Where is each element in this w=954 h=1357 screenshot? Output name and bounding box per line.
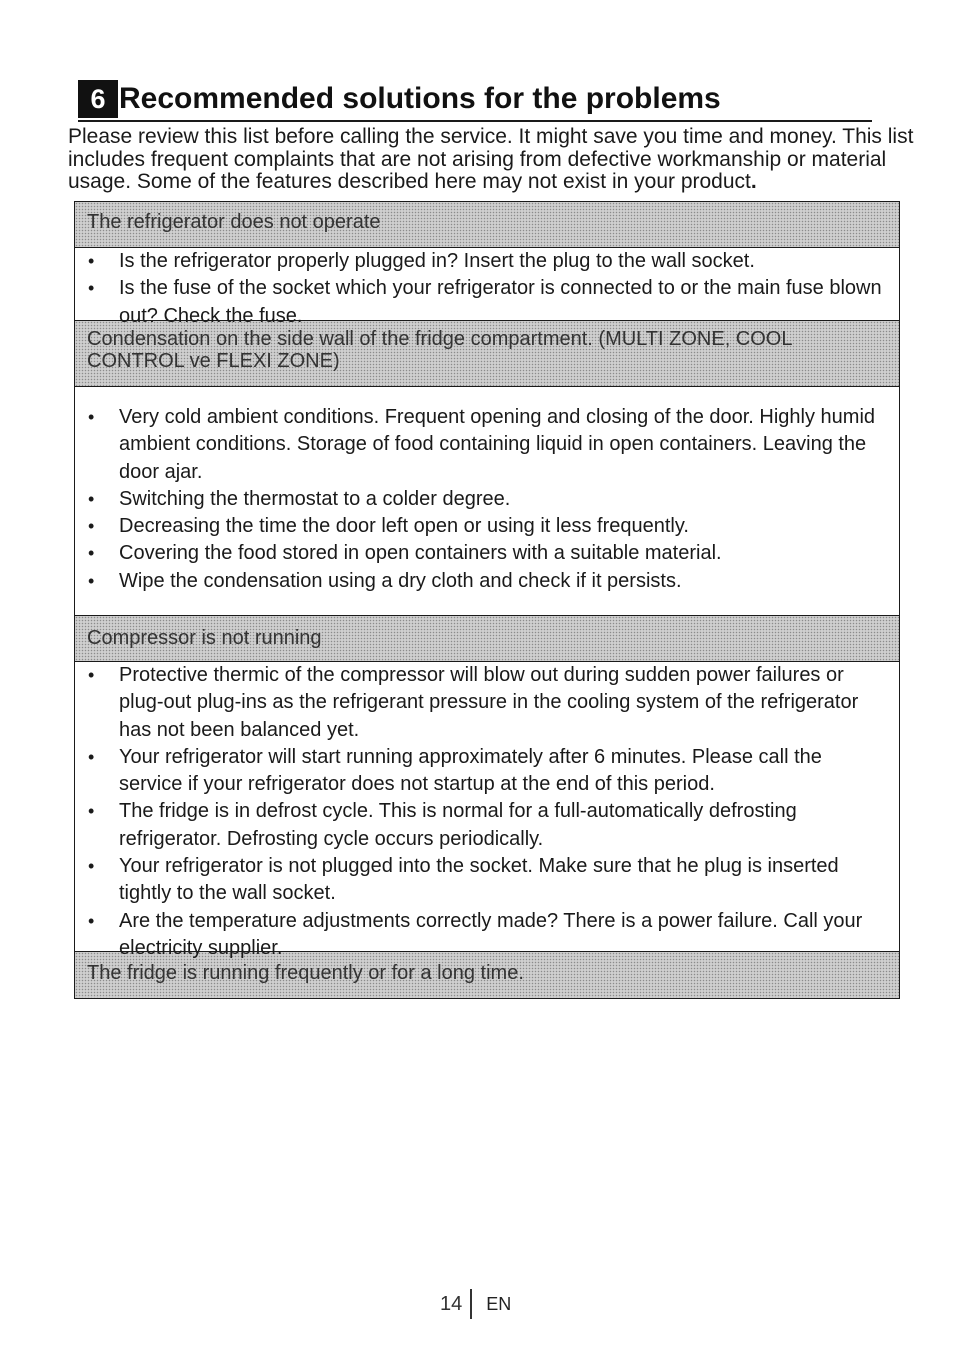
solution-item — [75, 486, 899, 513]
bullet-icon: • — [88, 516, 95, 537]
section-number-badge: 6 — [78, 80, 118, 118]
solution-item — [75, 513, 899, 540]
solution-text: Very cold ambient conditions. Frequent opening and closing of the door. Highly humid ambient conditions. Storage of food containing liquid in open containers. Leaving the door ajar. — [119, 406, 876, 483]
solution-item — [75, 568, 899, 595]
page-number: 14 — [440, 1292, 463, 1315]
problem-header: The fridge is running frequently or for a long time. — [75, 952, 899, 998]
solution-text: Wipe the condensation using a dry cloth and check if it persists. — [119, 569, 682, 592]
solution-item — [75, 908, 899, 963]
solution-block — [75, 248, 899, 327]
solution-item — [75, 248, 899, 275]
solution-item — [75, 540, 899, 567]
intro-text: Please review this list before calling the service. It might save you time and money. This list includes frequent complaints that are not arising from defective workmanship or material usage. Some of the features described here may not exist in your product — [68, 125, 914, 193]
section-heading — [78, 78, 872, 122]
solution-text: Decreasing the time the door left open or using it less frequently. — [119, 515, 689, 538]
bullet-icon: • — [88, 543, 95, 564]
solution-text: Covering the food stored in open containers with a suitable material. — [119, 542, 722, 565]
solution-text: Is the refrigerator properly plugged in? Insert the plug to the wall socket. — [119, 250, 755, 272]
solution-item — [75, 798, 899, 853]
solution-item — [75, 404, 899, 486]
solution-list — [75, 662, 899, 962]
troubleshooting-table — [74, 201, 900, 999]
intro-end-mark: . — [750, 170, 757, 193]
bullet-icon: • — [88, 278, 95, 299]
solution-item — [75, 744, 899, 799]
problem-header: The refrigerator does not operate — [75, 202, 899, 248]
solution-text: Protective thermic of the compressor will blow out during sudden power failures or plug-out plug-ins as the refrigerant pressure in the cooling system of the refrigerator has not been balanced yet. — [119, 664, 859, 741]
bullet-icon: • — [88, 801, 95, 822]
problem-header: Compressor is not running — [75, 616, 899, 662]
bullet-icon: • — [88, 570, 95, 591]
bullet-icon: • — [88, 910, 95, 931]
solution-text: Are the temperature adjustments correctly made? There is a power failure. Call your electricity supplier. — [119, 909, 863, 959]
solution-text: Is the fuse of the socket which your refrigerator is connected to or the main fuse blown out? Check the fuse. — [119, 277, 882, 327]
bullet-icon: • — [88, 251, 95, 271]
intro-paragraph — [68, 126, 923, 194]
bullet-icon: • — [88, 856, 95, 877]
bullet-icon: • — [88, 746, 95, 767]
solution-block — [75, 662, 899, 959]
bullet-icon: • — [88, 665, 95, 685]
footer-divider — [470, 1289, 472, 1319]
solution-item — [75, 662, 899, 744]
solution-item — [75, 853, 899, 908]
solution-list — [75, 248, 899, 330]
solution-text: Your refrigerator will start running approximately after 6 minutes. Please call the service if your refrigerator does not startup at the end of this period. — [119, 745, 822, 796]
bullet-icon: • — [88, 407, 95, 427]
solution-item — [75, 275, 899, 330]
solution-text: The fridge is in defrost cycle. This is normal for a full-automatically defrosting refrigerator. Defrosting cycle occurs periodically. — [119, 800, 797, 850]
page-footer — [440, 1287, 511, 1321]
solution-block — [75, 387, 899, 616]
problem-header: Condensation on the side wall of the fridge compartment. (MULTI ZONE, COOL CONTROL ve FLEXI ZONE) — [75, 321, 899, 387]
language-code: EN — [486, 1293, 512, 1314]
page-title: Recommended solutions for the problems — [119, 82, 721, 115]
solution-text: Switching the thermostat to a colder degree. — [119, 487, 511, 510]
solution-list — [75, 404, 899, 595]
bullet-icon: • — [88, 488, 95, 509]
solution-text: Your refrigerator is not plugged into the socket. Make sure that he plug is inserted tightly to the wall socket. — [119, 855, 839, 905]
